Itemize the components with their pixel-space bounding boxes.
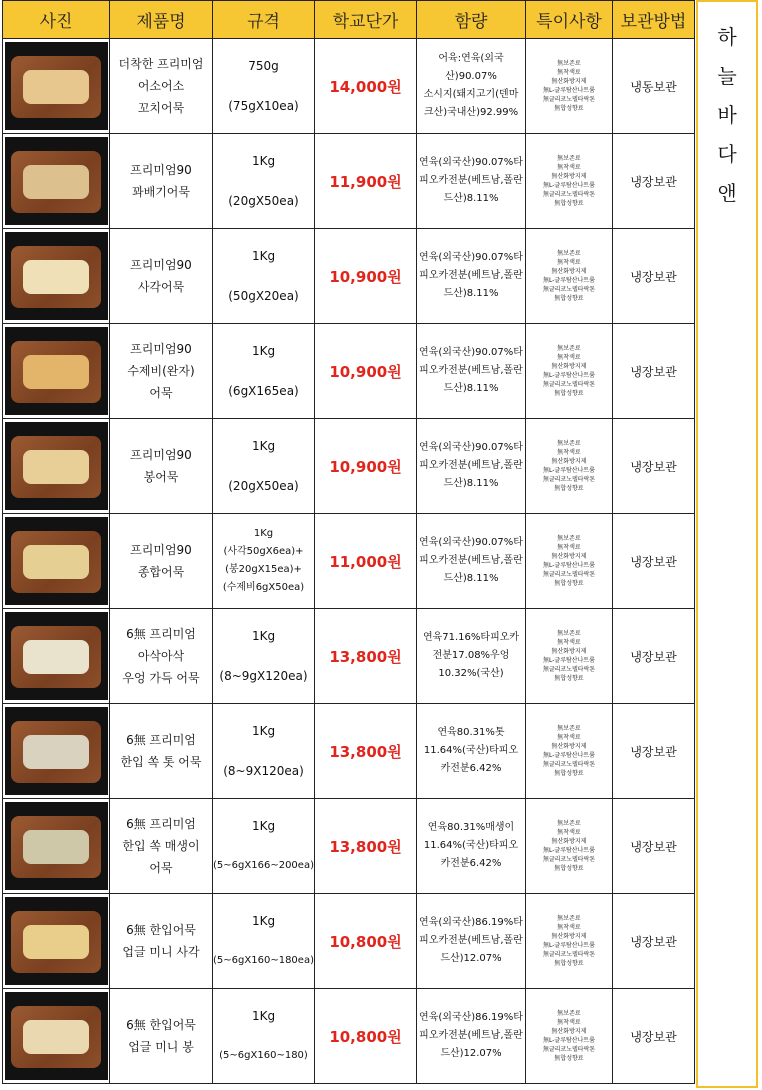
- special-line: 無글리코노델타락톤: [542, 1046, 596, 1053]
- special-line: 無글리코노델타락톤: [542, 951, 596, 958]
- fishcake-pile: [23, 640, 89, 674]
- content-line: 피오카전분(베트남,폴란: [419, 1030, 523, 1041]
- spec-pack: (5~6gX166~200ea): [213, 860, 314, 871]
- spec-cell: [213, 704, 315, 799]
- product-name-line: 종합어묵: [137, 565, 185, 579]
- special-line: 無산화방지제: [551, 553, 587, 560]
- special-line: 無글리코노델타락톤: [542, 191, 596, 198]
- product-name-line: 6無 한입어묵: [126, 1018, 196, 1032]
- school-price: 10,900원: [315, 419, 417, 514]
- product-name-line: 한입 쏙 매생이: [122, 839, 200, 853]
- content-line: 카전분6.42%: [440, 763, 502, 774]
- school-price: 10,900원: [315, 324, 417, 419]
- spec-line: (수제비6gX50ea): [222, 582, 305, 593]
- table-row: [3, 324, 695, 419]
- special-line: 無산화방지제: [551, 933, 587, 940]
- content-cell: [417, 324, 526, 419]
- special-line: 無글리코노델타락톤: [542, 856, 596, 863]
- content-line: 산)90.07%: [445, 71, 497, 82]
- school-price: 11,000원: [315, 514, 417, 609]
- table-row: [3, 989, 695, 1084]
- special-notes-cell: [526, 609, 613, 704]
- special-line: 無L-글루탐산나트륨: [543, 467, 595, 474]
- special-line: 無L-글루탐산나트륨: [543, 182, 595, 189]
- spec-cell: [213, 894, 315, 989]
- content-line: 연육71.16%타피오카: [422, 632, 520, 643]
- header-spec: 규격: [213, 1, 315, 39]
- spec-pack: (50gX20ea): [228, 289, 299, 303]
- product-name-cell: [110, 324, 213, 419]
- special-line: 無L-글루탐산나트륨: [543, 752, 595, 759]
- table-row: [3, 134, 695, 229]
- product-name-line: 사각어묵: [137, 280, 185, 294]
- content-line: 피오카전분(베트남,폴란: [419, 460, 523, 471]
- content-line: 드산)8.11%: [443, 288, 499, 299]
- content-line: 연육(외국산)86.19%타: [419, 1012, 523, 1023]
- school-price: 10,900원: [315, 229, 417, 324]
- special-line: 無보존료: [557, 915, 581, 922]
- special-line: 無보존료: [557, 535, 581, 542]
- content-line: 크산)국내산)92.99%: [423, 107, 519, 118]
- product-photo: [5, 612, 108, 700]
- product-name-cell: [110, 229, 213, 324]
- special-notes-cell: [526, 989, 613, 1084]
- header-photo: 사진: [3, 1, 110, 39]
- photo-cell: [3, 229, 110, 324]
- spec-pack: (5~6gX160~180ea): [213, 955, 314, 966]
- content-cell: [417, 894, 526, 989]
- spec-weight: 1Kg: [251, 249, 276, 263]
- spec-pack: (20gX50ea): [228, 479, 299, 493]
- content-line: 드산)8.11%: [443, 383, 499, 394]
- special-notes-cell: [526, 704, 613, 799]
- special-line: 無보존료: [557, 1010, 581, 1017]
- special-line: 無착색료: [557, 639, 581, 646]
- product-name-cell: [110, 419, 213, 514]
- storage-method: 냉장보관: [613, 704, 695, 799]
- product-name-line: 프리미엄90: [130, 448, 192, 462]
- spec-cell: [213, 419, 315, 514]
- product-name-line: 수제비(완자): [127, 364, 195, 378]
- product-name-line: 6無 프리미엄: [126, 627, 196, 641]
- table-row: [3, 39, 695, 134]
- spec-weight: 1Kg: [251, 1009, 276, 1023]
- fishcake-pile: [23, 355, 89, 389]
- photo-cell: [3, 514, 110, 609]
- spec-pack: (8~9gX120ea): [219, 669, 308, 683]
- content-line: 11.64%(국산)타피오: [423, 745, 519, 756]
- special-line: 無산화방지제: [551, 78, 587, 85]
- content-line: 드산)8.11%: [443, 478, 499, 489]
- product-name-line: 한입 쏙 톳 어묵: [120, 755, 202, 769]
- storage-method: 냉동보관: [613, 39, 695, 134]
- product-photo: [5, 42, 108, 130]
- special-line: 無보존료: [557, 630, 581, 637]
- product-name-line: 어묵: [149, 861, 173, 875]
- header-content: 함량: [417, 1, 526, 39]
- special-line: 無합성향료: [554, 105, 584, 112]
- spec-line: 1Kg: [253, 528, 274, 539]
- fishcake-pile: [23, 450, 89, 484]
- product-table: [2, 0, 695, 1084]
- product-name-cell: [110, 514, 213, 609]
- spec-cell: [213, 324, 315, 419]
- content-line: 소시지(돼지고기(덴마: [423, 89, 519, 100]
- spec-weight: 1Kg: [251, 724, 276, 738]
- product-photo: [5, 992, 108, 1080]
- special-line: 無보존료: [557, 60, 581, 67]
- product-photo: [5, 897, 108, 985]
- spec-pack: (6gX165ea): [228, 384, 299, 398]
- spec-cell: [213, 229, 315, 324]
- special-line: 無착색료: [557, 544, 581, 551]
- content-line: 피오카전분(베트남,폴란: [419, 270, 523, 281]
- content-cell: [417, 514, 526, 609]
- storage-method: 냉장보관: [613, 799, 695, 894]
- content-cell: [417, 609, 526, 704]
- spec-pack: (20gX50ea): [228, 194, 299, 208]
- product-name-cell: [110, 609, 213, 704]
- table-row: [3, 609, 695, 704]
- content-cell: [417, 39, 526, 134]
- content-line: 10.32%(국산): [438, 668, 504, 679]
- product-name-line: 업글 미니 봉: [128, 1040, 194, 1054]
- table-row: [3, 229, 695, 324]
- fishcake-pile: [23, 260, 89, 294]
- product-name-line: 꽈배기어묵: [132, 185, 190, 199]
- special-line: 無보존료: [557, 725, 581, 732]
- product-name-line: 어묵: [149, 386, 173, 400]
- special-line: 無L-글루탐산나트륨: [543, 657, 595, 664]
- special-line: 無L-글루탐산나트륨: [543, 942, 595, 949]
- special-notes-cell: [526, 39, 613, 134]
- special-line: 無보존료: [557, 155, 581, 162]
- product-name-line: 6無 한입어묵: [126, 923, 196, 937]
- storage-method: 냉장보관: [613, 419, 695, 514]
- storage-method: 냉장보관: [613, 324, 695, 419]
- special-notes-cell: [526, 134, 613, 229]
- table-row: [3, 894, 695, 989]
- spec-weight: 1Kg: [251, 154, 276, 168]
- special-notes-cell: [526, 799, 613, 894]
- special-line: 無L-글루탐산나트륨: [543, 87, 595, 94]
- content-line: 드산)8.11%: [443, 193, 499, 204]
- special-line: 無합성향료: [554, 295, 584, 302]
- special-line: 無보존료: [557, 345, 581, 352]
- spec-weight: 1Kg: [251, 629, 276, 643]
- special-line: 無착색료: [557, 924, 581, 931]
- spec-cell: [213, 134, 315, 229]
- special-line: 無산화방지제: [551, 173, 587, 180]
- special-line: 無글리코노델타락톤: [542, 286, 596, 293]
- special-notes-cell: [526, 324, 613, 419]
- header-storage: 보관방법: [613, 1, 695, 39]
- content-line: 드산)12.07%: [440, 953, 502, 964]
- school-price: 13,800원: [315, 609, 417, 704]
- special-line: 無보존료: [557, 440, 581, 447]
- product-name-line: 6無 프리미엄: [126, 817, 196, 831]
- content-line: 연육(외국산)90.07%타: [419, 537, 523, 548]
- spec-cell: [213, 39, 315, 134]
- product-name-line: 꼬치어묵: [137, 101, 185, 115]
- product-name-cell: [110, 39, 213, 134]
- special-line: 無산화방지제: [551, 458, 587, 465]
- photo-cell: [3, 134, 110, 229]
- product-name-line: 어소어소: [137, 79, 185, 93]
- spec-pack: (5~6gX160~180): [219, 1050, 308, 1061]
- special-line: 無글리코노델타락톤: [542, 666, 596, 673]
- special-notes-cell: [526, 894, 613, 989]
- special-line: 無L-글루탐산나트륨: [543, 372, 595, 379]
- spec-weight: 1Kg: [251, 439, 276, 453]
- content-line: 11.64%(국산)타피오: [423, 840, 519, 851]
- content-line: 연육(외국산)90.07%타: [419, 442, 523, 453]
- photo-cell: [3, 419, 110, 514]
- content-line: 피오카전분(베트남,폴란: [419, 555, 523, 566]
- vendor-panel: [696, 0, 758, 1088]
- spec-cell: [213, 799, 315, 894]
- content-cell: [417, 229, 526, 324]
- content-line: 연육(외국산)86.19%타: [419, 917, 523, 928]
- content-line: 연육(외국산)90.07%타: [419, 252, 523, 263]
- product-name-cell: [110, 134, 213, 229]
- content-line: 피오카전분(베트남,폴란: [419, 175, 523, 186]
- content-line: 전분17.08%우엉: [432, 650, 510, 661]
- special-line: 無착색료: [557, 449, 581, 456]
- table-row: [3, 704, 695, 799]
- product-name-line: 프리미엄90: [130, 342, 192, 356]
- spec-cell: [213, 609, 315, 704]
- special-line: 無합성향료: [554, 770, 584, 777]
- storage-method: 냉장보관: [613, 514, 695, 609]
- vendor-name: 하 늘 바 다 앤: [717, 25, 737, 205]
- content-line: 드산)12.07%: [440, 1048, 502, 1059]
- special-line: 無산화방지제: [551, 1028, 587, 1035]
- special-line: 無합성향료: [554, 390, 584, 397]
- product-photo: [5, 232, 108, 320]
- spec-pack: (75gX10ea): [228, 99, 299, 113]
- product-name-line: 아삭아삭: [137, 649, 185, 663]
- product-photo: [5, 802, 108, 890]
- special-line: 無L-글루탐산나트륨: [543, 562, 595, 569]
- special-line: 無착색료: [557, 829, 581, 836]
- content-cell: [417, 419, 526, 514]
- content-cell: [417, 704, 526, 799]
- product-name-line: 6無 프리미엄: [126, 733, 196, 747]
- product-name-line: 프리미엄90: [130, 258, 192, 272]
- content-line: 어육:연육(외국: [438, 53, 504, 64]
- fishcake-pile: [23, 925, 89, 959]
- spec-line: (봉20gX15ea)+: [225, 564, 302, 575]
- header-product-name: 제품명: [110, 1, 213, 39]
- special-line: 無L-글루탐산나트륨: [543, 1037, 595, 1044]
- photo-cell: [3, 894, 110, 989]
- special-line: 無합성향료: [554, 580, 584, 587]
- fishcake-pile: [23, 165, 89, 199]
- special-notes-cell: [526, 514, 613, 609]
- product-photo: [5, 517, 108, 605]
- header-special-notes: 특이사항: [526, 1, 613, 39]
- special-line: 無산화방지제: [551, 648, 587, 655]
- content-cell: [417, 134, 526, 229]
- content-line: 연육(외국산)90.07%타: [419, 157, 523, 168]
- special-line: 無착색료: [557, 1019, 581, 1026]
- special-line: 無산화방지제: [551, 838, 587, 845]
- product-name-cell: [110, 704, 213, 799]
- spec-cell: [213, 514, 315, 609]
- spec-weight: 1Kg: [251, 344, 276, 358]
- special-line: 無합성향료: [554, 675, 584, 682]
- fishcake-pile: [23, 1020, 89, 1054]
- product-photo: [5, 422, 108, 510]
- product-photo: [5, 327, 108, 415]
- school-price: 13,800원: [315, 799, 417, 894]
- content-line: 피오카전분(베트남,폴란: [419, 365, 523, 376]
- content-line: 드산)8.11%: [443, 573, 499, 584]
- photo-cell: [3, 324, 110, 419]
- product-photo: [5, 137, 108, 225]
- content-line: 연육80.31%매생이: [427, 822, 515, 833]
- special-line: 無착색료: [557, 354, 581, 361]
- product-photo: [5, 707, 108, 795]
- special-line: 無글리코노델타락톤: [542, 381, 596, 388]
- special-line: 無합성향료: [554, 960, 584, 967]
- product-name-cell: [110, 799, 213, 894]
- header-row: [3, 1, 695, 39]
- product-name-line: 프리미엄90: [130, 163, 192, 177]
- storage-method: 냉장보관: [613, 229, 695, 324]
- special-line: 無합성향료: [554, 1055, 584, 1062]
- fishcake-pile: [23, 70, 89, 104]
- content-cell: [417, 989, 526, 1084]
- spec-pack: (8~9X120ea): [223, 764, 304, 778]
- photo-cell: [3, 39, 110, 134]
- special-line: 無착색료: [557, 164, 581, 171]
- special-line: 無보존료: [557, 820, 581, 827]
- special-line: 無글리코노델타락톤: [542, 761, 596, 768]
- table-row: [3, 799, 695, 894]
- content-line: 연육(외국산)90.07%타: [419, 347, 523, 358]
- special-line: 無글리코노델타락톤: [542, 571, 596, 578]
- product-name-cell: [110, 894, 213, 989]
- special-line: 無글리코노델타락톤: [542, 96, 596, 103]
- photo-cell: [3, 799, 110, 894]
- product-name-cell: [110, 989, 213, 1084]
- fishcake-pile: [23, 545, 89, 579]
- special-line: 無L-글루탐산나트륨: [543, 847, 595, 854]
- special-line: 無L-글루탐산나트륨: [543, 277, 595, 284]
- product-name-line: 봉어묵: [143, 470, 179, 484]
- content-line: 연육80.31%톳: [437, 727, 505, 738]
- special-line: 無착색료: [557, 259, 581, 266]
- special-notes-cell: [526, 419, 613, 514]
- spec-weight: 1Kg: [251, 819, 276, 833]
- special-line: 無글리코노델타락톤: [542, 476, 596, 483]
- spec-weight: 750g: [248, 59, 279, 73]
- content-cell: [417, 799, 526, 894]
- table-row: [3, 514, 695, 609]
- photo-cell: [3, 609, 110, 704]
- spec-weight: 1Kg: [251, 914, 276, 928]
- fishcake-pile: [23, 830, 89, 864]
- school-price: 10,800원: [315, 894, 417, 989]
- product-name-line: 우엉 가득 어묵: [122, 671, 200, 685]
- special-line: 無보존료: [557, 250, 581, 257]
- special-line: 無산화방지제: [551, 743, 587, 750]
- storage-method: 냉장보관: [613, 609, 695, 704]
- header-school-price: 학교단가: [315, 1, 417, 39]
- storage-method: 냉장보관: [613, 989, 695, 1084]
- photo-cell: [3, 989, 110, 1084]
- special-line: 無산화방지제: [551, 363, 587, 370]
- school-price: 14,000원: [315, 39, 417, 134]
- spec-cell: [213, 989, 315, 1084]
- school-price: 11,900원: [315, 134, 417, 229]
- content-line: 카전분6.42%: [440, 858, 502, 869]
- product-name-line: 프리미엄90: [130, 543, 192, 557]
- photo-cell: [3, 704, 110, 799]
- special-line: 無합성향료: [554, 485, 584, 492]
- content-line: 피오카전분(베트남,폴란: [419, 935, 523, 946]
- storage-method: 냉장보관: [613, 134, 695, 229]
- fishcake-pile: [23, 735, 89, 769]
- special-line: 無착색료: [557, 69, 581, 76]
- special-line: 無착색료: [557, 734, 581, 741]
- product-name-line: 업글 미니 사각: [122, 945, 200, 959]
- special-line: 無합성향료: [554, 865, 584, 872]
- spec-line: (사각50gX6ea)+: [223, 546, 304, 557]
- school-price: 13,800원: [315, 704, 417, 799]
- special-notes-cell: [526, 229, 613, 324]
- special-line: 無산화방지제: [551, 268, 587, 275]
- school-price: 10,800원: [315, 989, 417, 1084]
- storage-method: 냉장보관: [613, 894, 695, 989]
- product-name-line: 더착한 프리미엄: [118, 57, 204, 71]
- special-line: 無합성향료: [554, 200, 584, 207]
- table-row: [3, 419, 695, 514]
